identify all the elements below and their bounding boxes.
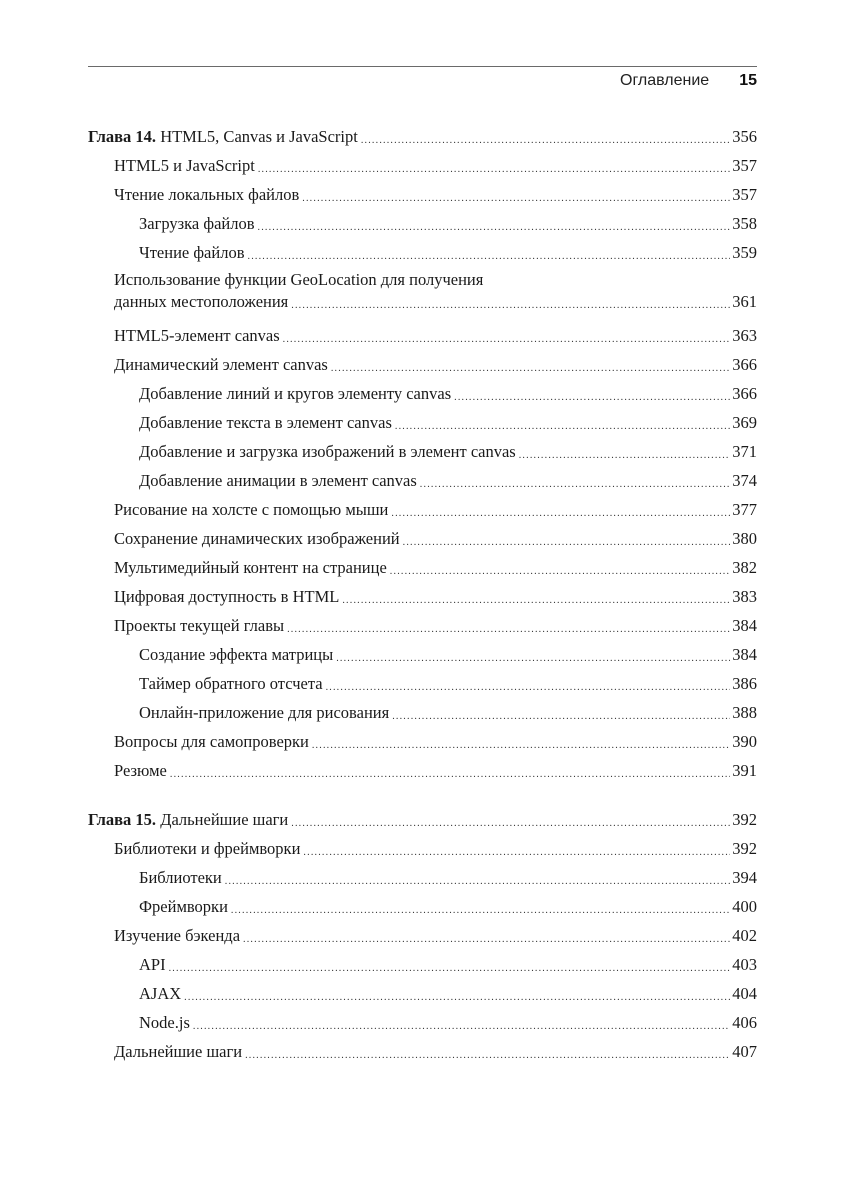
page-ref: 404 <box>732 984 757 1003</box>
leader-dots <box>392 712 730 722</box>
toc-entry[interactable] <box>88 180 757 209</box>
entry-title: Проекты текущей главы <box>114 616 285 635</box>
toc-subentry[interactable] <box>88 1008 757 1037</box>
page-ref: 384 <box>732 616 757 635</box>
toc-subentry[interactable] <box>88 979 757 1008</box>
entry-title: Изучение бэкенда <box>114 926 241 945</box>
leader-dots <box>243 935 730 945</box>
leader-dots <box>403 538 731 548</box>
page-number: 15 <box>739 72 757 89</box>
entry-title: AJAX <box>139 984 182 1003</box>
page-ref: 384 <box>732 645 757 664</box>
page-ref: 391 <box>732 761 757 780</box>
chapter-label: Глава 15. <box>88 810 157 829</box>
toc-entry[interactable] <box>88 921 757 950</box>
toc-subentry[interactable] <box>88 950 757 979</box>
entry-title: Node.js <box>139 1013 190 1032</box>
entry-title: Создание эффекта матрицы <box>139 645 334 664</box>
page-ref: 383 <box>732 587 757 606</box>
toc-subentry[interactable] <box>88 466 757 495</box>
toc-entry[interactable] <box>88 727 757 756</box>
page-ref: 388 <box>732 703 757 722</box>
toc-chapter-heading[interactable] <box>88 805 757 834</box>
page-ref: 382 <box>732 558 757 577</box>
toc-entry[interactable] <box>88 321 757 350</box>
toc-subentry[interactable] <box>88 698 757 727</box>
leader-dots <box>519 451 731 461</box>
page-ref: 358 <box>732 214 757 233</box>
leader-dots <box>225 877 730 887</box>
page-ref: 359 <box>732 243 757 262</box>
leader-dots <box>326 683 731 693</box>
leader-dots <box>258 165 730 175</box>
page-ref: 392 <box>732 810 757 829</box>
toc-entry[interactable] <box>88 151 757 180</box>
page-ref: 406 <box>732 1013 757 1032</box>
running-header <box>88 72 757 94</box>
leader-dots <box>170 770 730 780</box>
leader-dots <box>184 993 730 1003</box>
entry-title: Дальнейшие шаги <box>114 1042 243 1061</box>
leader-dots <box>390 567 730 577</box>
leader-dots <box>395 422 730 432</box>
toc-subentry[interactable] <box>88 238 757 267</box>
entry-title: Добавление текста в элемент canvas <box>139 413 392 432</box>
chapter-15 <box>88 805 757 1066</box>
toc-entry[interactable] <box>88 611 757 640</box>
page-ref: 357 <box>732 185 757 204</box>
entry-title: Динамический элемент canvas <box>114 355 328 374</box>
toc-subentry[interactable] <box>88 640 757 669</box>
entry-title: Таймер обратного отсчета <box>139 674 323 693</box>
page-ref: 369 <box>732 413 757 432</box>
leader-dots <box>283 335 731 345</box>
toc-entry[interactable] <box>88 1037 757 1066</box>
page-ref: 402 <box>732 926 757 945</box>
entry-title: Рисование на холсте с помощью мыши <box>114 500 389 519</box>
leader-dots <box>291 819 730 829</box>
toc-entry[interactable] <box>88 756 757 785</box>
leader-dots <box>169 964 731 974</box>
toc-subentry[interactable] <box>88 209 757 238</box>
toc-subentry[interactable] <box>88 437 757 466</box>
leader-dots <box>336 654 730 664</box>
page-ref: 390 <box>732 732 757 751</box>
entry-title: HTML5 и JavaScript <box>114 156 255 175</box>
toc-subentry[interactable] <box>88 863 757 892</box>
header-rule <box>88 66 757 67</box>
chapter-label: Глава 14. <box>88 127 157 146</box>
toc-entry[interactable] <box>88 582 757 611</box>
page-ref: 371 <box>732 442 757 461</box>
leader-dots <box>302 194 730 204</box>
leader-dots <box>231 906 730 916</box>
page-ref: 366 <box>732 355 757 374</box>
entry-title: Фреймворки <box>139 897 228 916</box>
leader-dots <box>312 741 730 751</box>
leader-dots <box>454 393 730 403</box>
page-ref: 407 <box>732 1042 757 1061</box>
toc-entry[interactable] <box>88 495 757 524</box>
page-ref: 380 <box>732 529 757 548</box>
page-ref: 400 <box>732 897 757 916</box>
toc-entry[interactable] <box>88 834 757 863</box>
toc-entry[interactable] <box>88 350 757 379</box>
chapter-14 <box>88 122 757 785</box>
leader-dots <box>193 1022 730 1032</box>
page-ref: 374 <box>732 471 757 490</box>
entry-title: Добавление линий и кругов элементу canvas <box>139 384 452 403</box>
toc-subentry[interactable] <box>88 892 757 921</box>
leader-dots <box>331 364 730 374</box>
entry-title: Резюме <box>114 761 167 780</box>
entry-title-line2: данных местоположения <box>114 292 289 311</box>
entry-title: Загрузка файлов <box>139 214 255 233</box>
toc-entry[interactable] <box>88 553 757 582</box>
entry-title: Цифровая доступность в HTML <box>114 587 340 606</box>
leader-dots <box>342 596 730 606</box>
page-ref: 392 <box>732 839 757 858</box>
chapter-title: Дальнейшие шаги <box>160 810 289 829</box>
entry-title: Мультимедийный контент на странице <box>114 558 387 577</box>
entry-title: Вопросы для самопроверки <box>114 732 309 751</box>
page-ref: 363 <box>732 326 757 345</box>
leader-dots <box>245 1051 730 1061</box>
entry-title: Онлайн-приложение для рисования <box>139 703 390 722</box>
toc-entry[interactable] <box>88 267 757 321</box>
entry-title: Библиотеки <box>139 868 222 887</box>
entry-title-line1: Использование функции GeoLocation для получения <box>114 270 484 289</box>
entry-title: HTML5-элемент canvas <box>114 326 280 345</box>
toc-chapter-heading[interactable] <box>88 122 757 151</box>
toc-subentry[interactable] <box>88 669 757 698</box>
page-ref: 403 <box>732 955 757 974</box>
entry-title: API <box>139 955 166 974</box>
entry-title: Чтение файлов <box>139 243 245 262</box>
entry-title: Чтение локальных файлов <box>114 185 300 204</box>
header-title: Оглавление <box>620 72 710 89</box>
leader-dots <box>361 136 730 146</box>
page-ref: 356 <box>732 127 757 146</box>
entry-title: Сохранение динамических изображений <box>114 529 400 548</box>
chapter-title: HTML5, Canvas и JavaScript <box>160 127 358 146</box>
page-ref: 357 <box>732 156 757 175</box>
page-ref: 386 <box>732 674 757 693</box>
page-ref: 394 <box>732 868 757 887</box>
page-ref: 361 <box>732 292 757 311</box>
entry-title: Добавление и загрузка изображений в элемент canvas <box>139 442 516 461</box>
entry-title: Библиотеки и фреймворки <box>114 839 301 858</box>
leader-dots <box>291 301 730 311</box>
toc-subentry[interactable] <box>88 379 757 408</box>
leader-dots <box>391 509 730 519</box>
page-ref: 377 <box>732 500 757 519</box>
entry-title: Добавление анимации в элемент canvas <box>139 471 417 490</box>
leader-dots <box>303 848 730 858</box>
leader-dots <box>248 252 731 262</box>
leader-dots <box>420 480 730 490</box>
page-ref: 366 <box>732 384 757 403</box>
toc-subentry[interactable] <box>88 408 757 437</box>
table-of-contents <box>88 122 757 1086</box>
leader-dots <box>287 625 730 635</box>
leader-dots <box>258 223 731 233</box>
toc-entry[interactable] <box>88 524 757 553</box>
